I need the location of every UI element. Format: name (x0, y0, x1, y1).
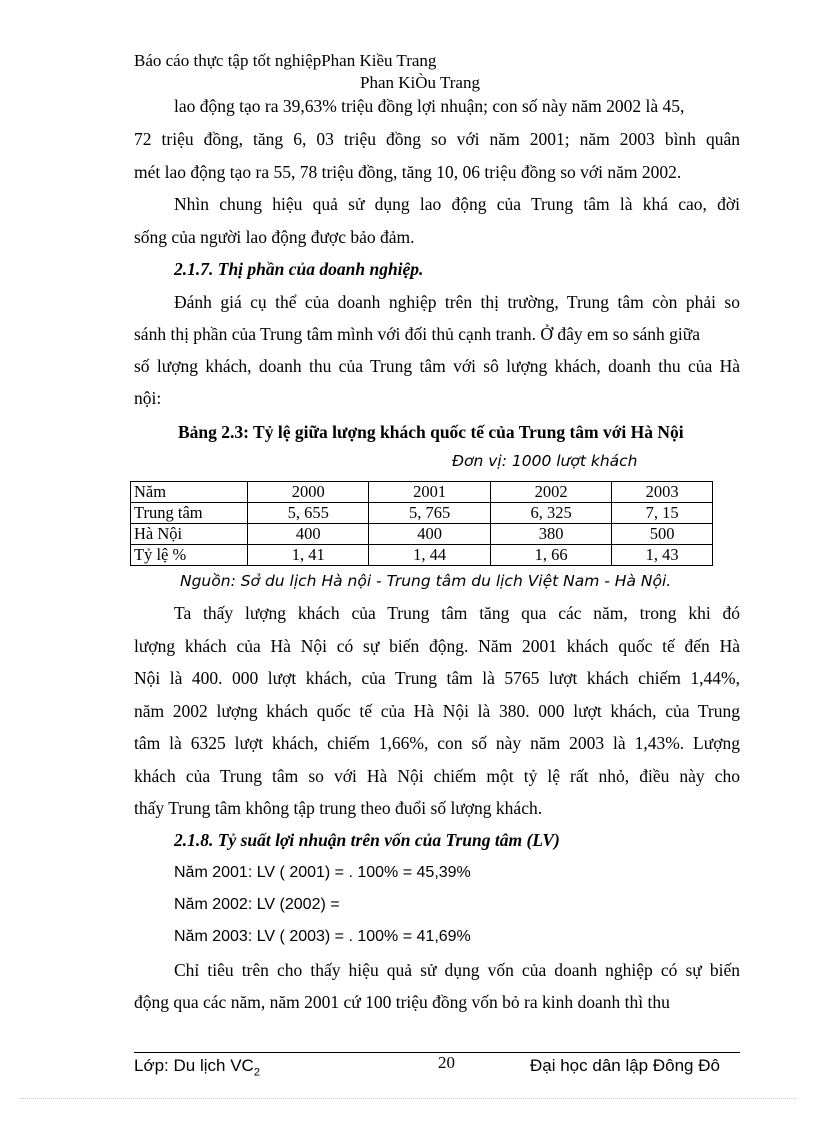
paragraph-line: Nội là 400. 000 lượt khách, của Trung tâm là 5765 lượt khách chiếm 1,44%, (134, 668, 740, 688)
paragraph-line: 72 triệu đồng, tăng 6, 03 triệu đồng so với năm 2001; năm 2003 bình quân (134, 129, 740, 149)
paragraph-line: mét lao động tạo ra 55, 78 triệu đồng, tăng 10, 06 triệu đồng so với năm 2002. (134, 162, 682, 182)
paragraph-line: động qua các năm, năm 2001 cứ 100 triệu đồng vốn bỏ ra kinh doanh thì thu (134, 992, 670, 1012)
table-cell: 5, 765 (369, 503, 490, 524)
table-cell: 2002 (490, 482, 611, 503)
page-number: 20 (438, 1053, 455, 1072)
paragraph-line: khách của Trung tâm so với Hà Nội chiếm một tỷ lệ rất nhỏ, điều này cho (134, 766, 740, 786)
formula-line: Năm 2001: LV ( 2001) = . 100% = 45,39% (174, 864, 471, 881)
paragraph-line: Ta thấy lượng khách của Trung tâm tăng qua các năm, trong khi đó (174, 603, 740, 623)
paragraph-line: sống của người lao động được bảo đảm. (134, 227, 415, 247)
table-cell: 1, 66 (490, 545, 611, 566)
paragraph-line: thấy Trung tâm không tập trung theo đuổi số lượng khách. (134, 798, 543, 818)
table-cell: 380 (490, 524, 611, 545)
table-cell: Trung tâm (131, 503, 248, 524)
paragraph-line: Chỉ tiêu trên cho thấy hiệu quả sử dụng vốn của doanh nghiệp có sự biến (174, 960, 740, 980)
footer-divider (134, 1052, 740, 1053)
section-heading: 2.1.8. Tỷ suất lợi nhuận trên vốn của Trung tâm (LV) (174, 830, 560, 850)
table-cell: 6, 325 (490, 503, 611, 524)
table-cell: 7, 15 (612, 503, 713, 524)
table-cell: 500 (612, 524, 713, 545)
paragraph-line: số lượng khách, doanh thu của Trung tâm với sô lượng khách, doanh thu của Hà (134, 356, 740, 376)
paragraph-line: lượng khách của Hà Nội có sự biến động. Năm 2001 khách quốc tế đến Hà (134, 636, 740, 656)
table-cell: 2001 (369, 482, 490, 503)
page-bottom-border (20, 1098, 796, 1099)
formula-line: Năm 2002: LV (2002) = (174, 896, 340, 913)
footer-university: Đại học dân lập Đông Đô (530, 1056, 720, 1075)
table-cell: 1, 41 (248, 545, 369, 566)
table-cell: 400 (248, 524, 369, 545)
section-heading: 2.1.7. Thị phần của doanh nghiệp. (174, 259, 424, 279)
table-cell: 1, 43 (612, 545, 713, 566)
table-row (131, 503, 713, 524)
data-table (130, 481, 713, 566)
paragraph-line: nội: (134, 388, 162, 408)
footer-class-subscript: 2 (253, 1066, 260, 1079)
table-title: Bảng 2.3: Tỷ lệ giữa lượng khách quốc tế của Trung tâm với Hà Nội (178, 422, 684, 442)
table-cell: 2000 (248, 482, 369, 503)
running-header-garbled: Phan KiÒu Trang (360, 73, 480, 92)
paragraph-line: sánh thị phần của Trung tâm mình với đối thủ cạnh tranh. Ở đây em so sánh giữa (134, 324, 701, 344)
table-cell: 5, 655 (248, 503, 369, 524)
table-row (131, 545, 713, 566)
table-row (131, 482, 713, 503)
paragraph-line: Đánh giá cụ thể của doanh nghiệp trên thị trường, Trung tâm còn phải so (174, 292, 740, 312)
paragraph-line: Nhìn chung hiệu quả sử dụng lao động của Trung tâm là khá cao, đời (174, 194, 740, 214)
footer-class-text: Lớp: Du lịch VC (134, 1056, 254, 1075)
table-source: Nguồn: Sở du lịch Hà nội - Trung tâm du lịch Việt Nam - Hà Nội. (180, 572, 672, 590)
formula-line: Năm 2003: LV ( 2003) = . 100% = 41,69% (174, 928, 471, 945)
paragraph-line: năm 2002 lượng khách quốc tế của Hà Nội là 380. 000 lượt khách, của Trung (134, 701, 740, 721)
table-cell: Hà Nội (131, 524, 248, 545)
table-cell: Tỷ lệ % (131, 545, 248, 566)
table-cell: 400 (369, 524, 490, 545)
table-cell: 1, 44 (369, 545, 490, 566)
running-header: Báo cáo thực tập tốt nghiệpPhan Kiều Trang (134, 51, 437, 70)
table-row (131, 524, 713, 545)
table-cell: Năm (131, 482, 248, 503)
footer-class (134, 1056, 260, 1078)
table-cell: 2003 (612, 482, 713, 503)
paragraph-line: tâm là 6325 lượt khách, chiếm 1,66%, con số này năm 2003 là 1,43%. Lượng (134, 733, 740, 753)
table-unit: Đơn vị: 1000 lượt khách (452, 452, 638, 470)
paragraph-line: lao động tạo ra 39,63% triệu đồng lợi nhuận; con số này năm 2002 là 45, (174, 96, 685, 116)
